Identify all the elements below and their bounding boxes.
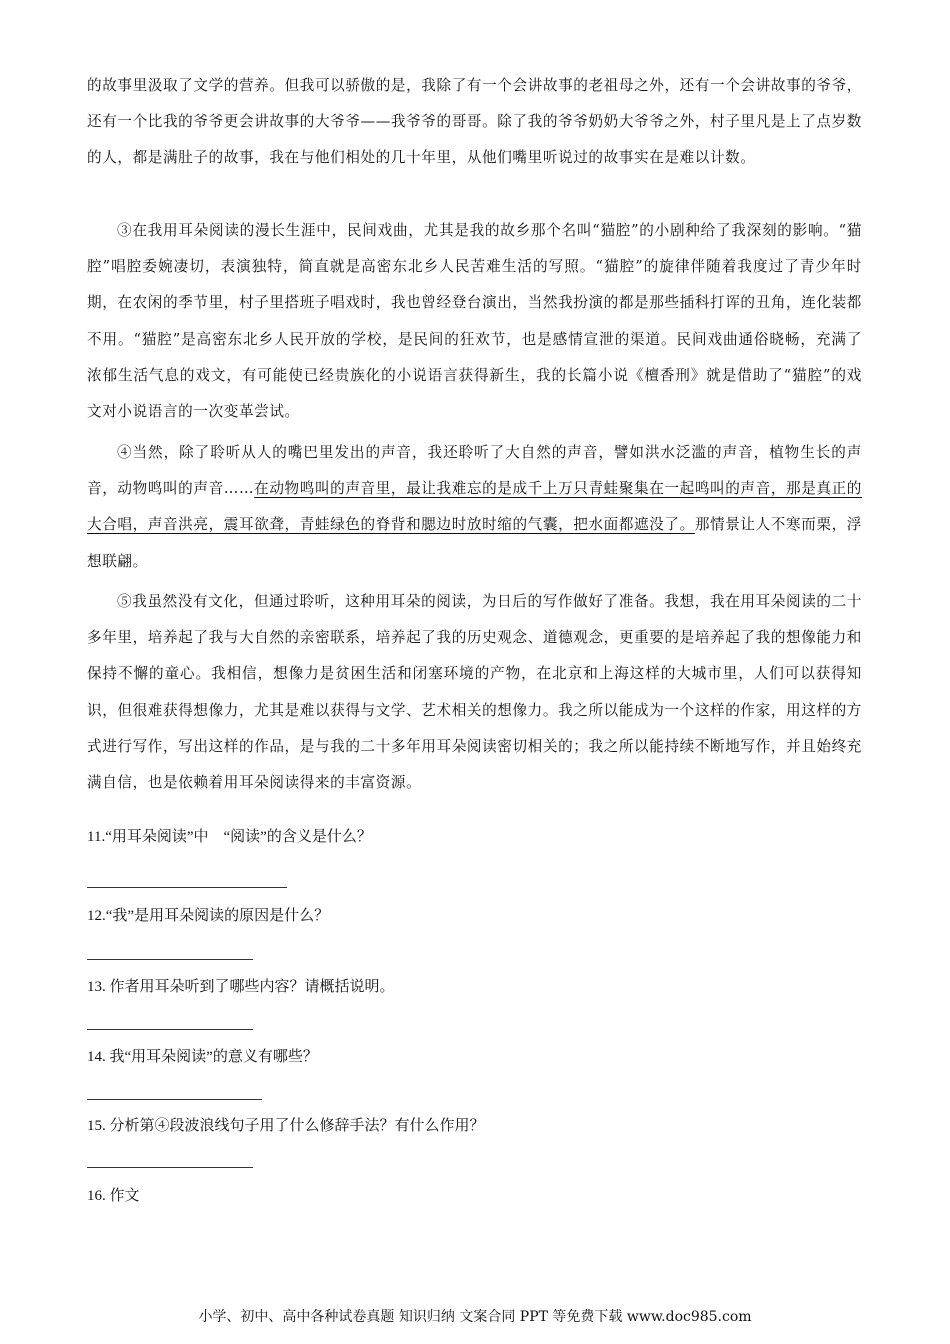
question-12: 12.“我”是用耳朵阅读的原因是什么？ bbox=[87, 908, 330, 924]
paragraph-2-continued: 的故事里汲取了文学的营养。但我可以骄傲的是，我除了有一个会讲故事的老祖母之外，还有一个会讲故事的爷爷，还有一个比我的爷爷更会讲故事的大爷爷——我爷爷的哥哥。除了我的爷爷奶奶大爷爷之外，村子里凡是上了点岁数的人，都是满肚子的故事，我在与他们相处的几十年里，从他们嘴里听说过的故事实在是难以计数。 bbox=[87, 77, 862, 167]
question-11: 11.“用耳朵阅读”中 “阅读”的含义是什么？ bbox=[87, 829, 372, 845]
question-14: 14. 我“用耳朵阅读”的意义有哪些？ bbox=[87, 1049, 318, 1065]
paragraph-5: ⑤我虽然没有文化，但通过聆听，这种用耳朵的阅读，为日后的写作做好了准备。我想，我在用耳朵阅读的二十多年里，培养起了我与大自然的亲密联系，培养起了我的历史观念、道德观念，更重要的是培养起了我的想像能力和保持不懈的童心。我相信，想像力是贫困生活和闭塞环境的产物，在北京和上海这样的大城市里，人们可以获得知识，但很难获得想像力，尤其是难以获得与文学、艺术相关的想像力。我之所以能成为一个这样的作家，用这样的方式进行写作，写出这样的作品，是与我的二十多年用耳朵阅读密切相关的；我之所以能持续不断地写作，并且始终充满自信，也是依赖着用耳朵阅读得来的丰富资源。 bbox=[87, 593, 862, 792]
question-15: 15. 分析第④段波浪线句子用了什么修辞手法？有什么作用？ bbox=[87, 1118, 485, 1134]
page-footer: 小学、初中、高中各种试卷真题 知识归纳 文案合同 PPT 等免费下载 www.doc985.com bbox=[198, 1309, 752, 1325]
question-16: 16. 作文 bbox=[87, 1188, 140, 1204]
answer-line-12[interactable] bbox=[87, 959, 253, 960]
paragraph-3: ③在我用耳朵阅读的漫长生涯中，民间戏曲，尤其是我的故乡那个名叫“猫腔”的小剧种给了我深刻的影响。“猫腔”唱腔委婉凄切，表演独特，简直就是高密东北乡人民苦难生活的写照。“猫腔”的旋律伴随着我度过了青少年时期，在农闲的季节里，村子里搭班子唱戏时，我也曾经登台演出，当然我扮演的都是那些插科打诨的丑角，连化装都不用。“猫腔”是高密东北乡人民开放的学校，是民间的狂欢节，也是感情宣泄的渠道。民间戏曲通俗晓畅，充满了浓郁生活气息的戏文，有可能使已经贵族化的小说语言获得新生，我的长篇小说《檀香刑》就是借助了“猫腔”的戏文对小说语言的一次变革尝试。 bbox=[87, 222, 862, 421]
answer-line-11[interactable] bbox=[87, 887, 287, 888]
question-13: 13. 作者用耳朵听到了哪些内容？请概括说明。 bbox=[87, 979, 395, 995]
answer-line-13[interactable] bbox=[87, 1029, 253, 1030]
paragraph-4-start: ④当然，除了聆听从人的嘴巴里发出的声音，我还聆听了大自然的声音，譬如洪水泛滥的声音，植物生长的声音，动物鸣叫的声音…… bbox=[87, 444, 862, 498]
answer-line-14[interactable] bbox=[87, 1099, 262, 1100]
answer-line-15[interactable] bbox=[87, 1167, 253, 1168]
wavy-underlined-sentence: 在动物鸣叫的声音里，最让我难忘的是成千上万只青蛙聚集在一起鸣叫的声音，那是真正的大合唱，声音洪亮，震耳欲聋，青蛙绿色的脊背和腮边时放时缩的气囊，把水面都遮没了。 bbox=[87, 480, 862, 534]
paragraph-4 bbox=[87, 435, 862, 580]
paragraph-4-end: 那情景让人不寒而栗，浮想联翩。 bbox=[87, 516, 862, 570]
